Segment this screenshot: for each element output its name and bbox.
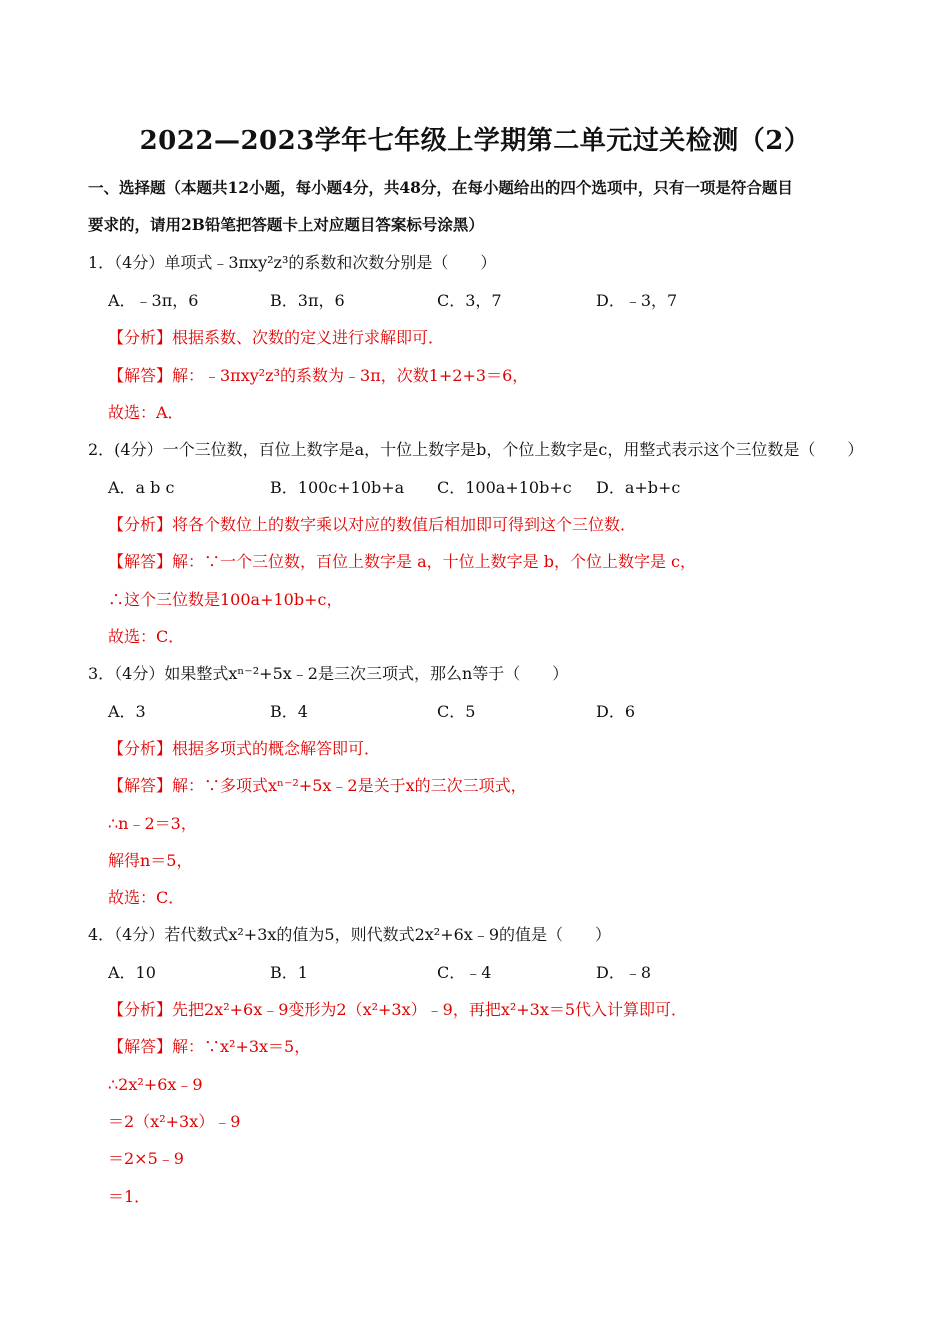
- question-4-stem: 4．（4分）若代数式x²+3x的值为5，则代数式2x²+6x﹣9的值是（ ）: [88, 925, 611, 944]
- question-3-analysis: 【分析】根据多项式的概念解答即可．: [108, 739, 381, 758]
- question-2-option-d: D．a+b+c: [596, 478, 681, 497]
- question-1-option-a: A．﹣3π，6: [108, 291, 199, 310]
- question-4-answer-line: ＝2×5﹣9: [108, 1149, 184, 1168]
- question-1-answer-line: 故选：A．: [108, 403, 184, 422]
- question-2-answer-line: ∴这个三位数是100a+10b+c，: [108, 590, 343, 609]
- question-1-analysis: 【分析】根据系数、次数的定义进行求解即可．: [108, 328, 445, 347]
- question-4-answer-line: 【解答】解：∵x²+3x＝5，: [108, 1037, 311, 1056]
- section-heading-line-1: 一、选择题（本题共12小题，每小题4分，共48分，在每小题给出的四个选项中，只有一项是符合题目: [88, 178, 793, 197]
- question-3-answer-line: 故选：C．: [108, 888, 185, 907]
- question-2-answer-line: 故选：C．: [108, 627, 185, 646]
- question-4-option-a: A．10: [108, 963, 156, 982]
- question-3-answer-line: 【解答】解：∵多项式xⁿ⁻²+5x﹣2是关于x的三次三项式，: [108, 776, 527, 795]
- question-4-option-d: D．﹣8: [596, 963, 652, 982]
- question-2-answer-line: 【解答】解：∵一个三位数，百位上数字是 a，十位上数字是 b，个位上数字是 c，: [108, 552, 697, 571]
- question-2-option-a: A．a b c: [108, 478, 175, 497]
- question-2-analysis: 【分析】将各个数位上的数字乘以对应的数值后相加即可得到这个三位数．: [108, 515, 637, 534]
- question-3-option-d: D．6: [596, 702, 636, 721]
- question-4-analysis: 【分析】先把2x²+6x﹣9变形为2（x²+3x）﹣9，再把x²+3x＝5代入计算即可．: [108, 1000, 688, 1019]
- question-4-answer-line: ＝2（x²+3x）﹣9: [108, 1112, 241, 1131]
- section-heading-line-2: 要求的，请用2B铅笔把答题卡上对应题目答案标号涂黑）: [88, 215, 484, 234]
- question-4-option-c: C．﹣4: [437, 963, 492, 982]
- question-3-option-a: A．3: [108, 702, 146, 721]
- question-3-option-b: B．4: [270, 702, 308, 721]
- question-4-answer-line: ＝1．: [108, 1187, 151, 1206]
- question-4-answer-line: ∴2x²+6x﹣9: [108, 1075, 203, 1094]
- question-3-stem: 3．（4分）如果整式xⁿ⁻²+5x﹣2是三次三项式，那么n等于（ ）: [88, 664, 569, 683]
- question-2-option-c: C．100a+10b+c: [437, 478, 572, 497]
- question-3-answer-line: ∴n﹣2＝3，: [108, 814, 197, 833]
- question-2-stem: 2．(4分）一个三位数，百位上数字是a，十位上数字是b，个位上数字是c，用整式表示这个三位数是（ ）: [88, 440, 864, 459]
- question-1-option-b: B．3π，6: [270, 291, 345, 310]
- document-title: 2022—2023学年七年级上学期第二单元过关检测（2）: [139, 126, 811, 156]
- question-3-option-c: C．5: [437, 702, 476, 721]
- question-1-answer-line: 【解答】解：﹣3πxy²z³的系数为﹣3π，次数1+2+3＝6，: [108, 366, 529, 385]
- question-1-stem: 1．（4分）单项式﹣3πxy²z³的系数和次数分别是（ ）: [88, 253, 497, 272]
- question-1-option-c: C．3，7: [437, 291, 502, 310]
- question-1-option-d: D．﹣3，7: [596, 291, 678, 310]
- question-2-option-b: B．100c+10b+a: [270, 478, 405, 497]
- question-3-answer-line: 解得n＝5，: [108, 851, 193, 870]
- question-4-option-b: B．1: [270, 963, 308, 982]
